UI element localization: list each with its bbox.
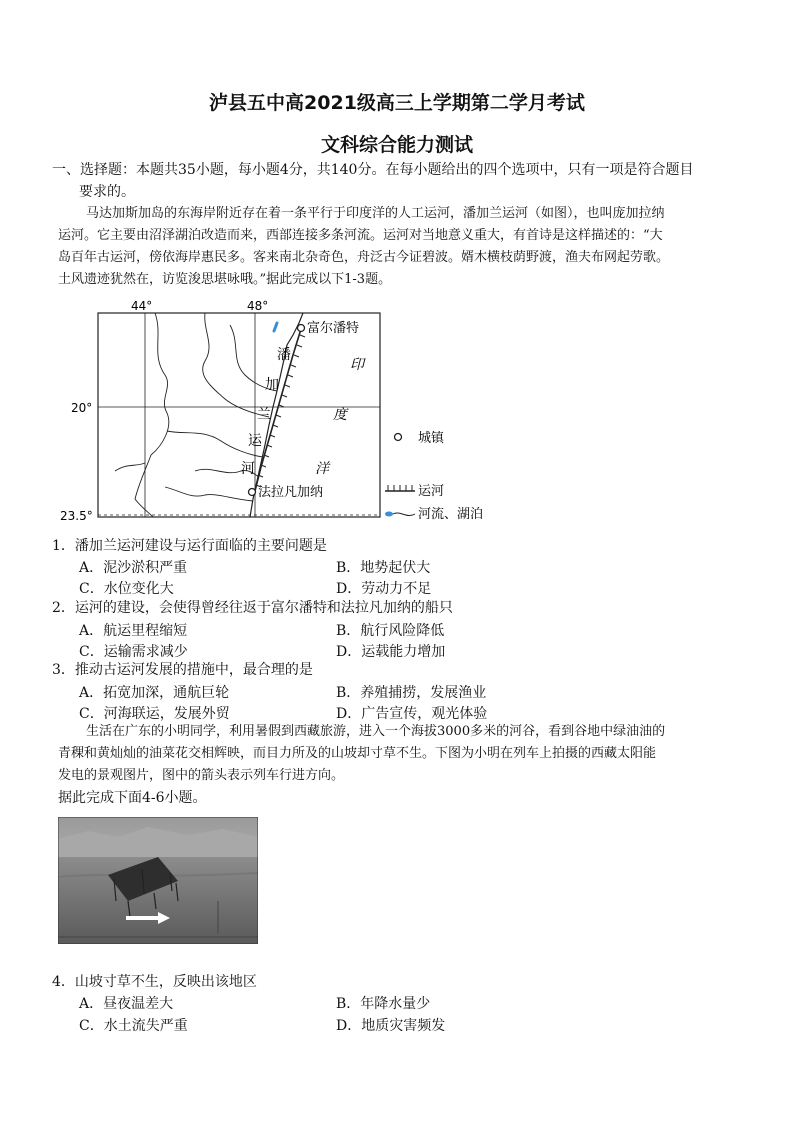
canal-map [55,295,525,527]
section-instruction-line1: 一、选择题：本题共35小题，每小题4分，共140分。在每小题给出的四个选项中，只有一项是符合题目 [52,162,694,178]
question-option: B．年降水量少 [336,996,431,1012]
question-option: D．广告宣传，观光体验 [336,706,488,722]
town-south-marker [249,489,256,496]
passage2-line: 青稞和黄灿灿的油菜花交相辉映，而目力所及的山坡却寸草不生。下图为小明在列车上拍摄的西藏太阳能 [58,746,657,761]
question-option: C．河海联运，发展外贸 [79,706,230,722]
question-stem: 3．推动古运河发展的措施中，最合理的是 [52,662,313,678]
question-option: A．泥沙淤积严重 [79,560,188,576]
question-option: B．航行风险降低 [336,623,445,639]
canal-char: 兰 [257,407,271,423]
canal-char: 加 [265,377,279,393]
city-label-south: 法拉凡加纳 [258,485,324,500]
question-option: D．劳动力不足 [336,581,432,597]
solar-station-photo [58,817,258,944]
legend-river-label: 河流、湖泊 [418,507,484,522]
city-label-north: 富尔潘特 [307,321,360,336]
lat-label-23-5: 23.5° [60,509,93,523]
question-option: D．地质灾害频发 [336,1018,446,1034]
question-option: C．水位变化大 [79,581,174,597]
question-stem: 1．潘加兰运河建设与运行面临的主要问题是 [52,538,327,554]
ocean-char: 洋 [315,461,329,477]
canal-char: 潘 [277,347,291,363]
passage2-line: 发电的景观图片，图中的箭头表示列车行进方向。 [58,768,345,783]
passage2-line: 生活在广东的小明同学，利用暑假到西藏旅游，进入一个海拔3000多米的河谷，看到谷地中绿油油的 [86,724,666,739]
canal-char: 运 [248,433,262,449]
ocean-char: 印 [350,357,364,373]
lat-label-20: 20° [71,401,93,415]
ocean-char: 度 [333,407,347,423]
question-option: B．养殖捕捞，发展渔业 [336,685,487,701]
legend-river-icon [385,512,415,517]
question-option: A．航运里程缩短 [79,623,188,639]
question-stem: 4．山坡寸草不生，反映出该地区 [52,974,257,990]
question-option: A．昼夜温差大 [79,996,174,1012]
page-title: 泸县五中高2021级高三上学期第二学月考试 [209,92,585,114]
legend-canal-label: 运河 [418,484,445,499]
lon-label-48: 48° [247,299,269,313]
question-option: C．水土流失严重 [79,1018,188,1034]
canal-char: 河 [241,461,255,477]
legend-town-icon [395,434,402,441]
legend-canal-icon [385,485,415,491]
passage1-line: 运河。它主要由沼泽湖泊改造而来，西部连接多条河流。运河对当地意义重大，有首诗是这样描述的：“大 [58,228,663,243]
passage1-line: 土风遗迹犹然在，访览浚思堪咏哦。”据此完成以下1-3题。 [58,272,392,287]
passage2-lead: 据此完成下面4-6小题。 [58,790,207,806]
question-stem: 2．运河的建设，会使得曾经往返于富尔潘特和法拉凡加纳的船只 [52,600,453,616]
section-instruction-line2: 要求的。 [79,184,135,200]
passage1-line: 马达加斯加岛的东海岸附近存在着一条平行于印度洋的人工运河，潘加兰运河（如图），也叫庞加拉纳 [86,206,665,221]
passage1-line: 岛百年古运河，傍依海岸惠民多。客来南北杂奇色，舟泛古今证碧波。婿木横枝荫野渡，渔夫布网起劳歌。 [58,250,670,265]
town-north-marker [298,325,305,332]
question-option: C．运输需求减少 [79,644,188,660]
question-option: D．运载能力增加 [336,644,446,660]
legend-town-label: 城镇 [418,431,445,446]
question-option: A．拓宽加深，通航巨轮 [79,685,230,701]
question-option: B．地势起伏大 [336,560,431,576]
mountains [58,827,258,861]
page-subtitle: 文科综合能力测试 [320,134,473,156]
lon-label-44: 44° [131,299,153,313]
